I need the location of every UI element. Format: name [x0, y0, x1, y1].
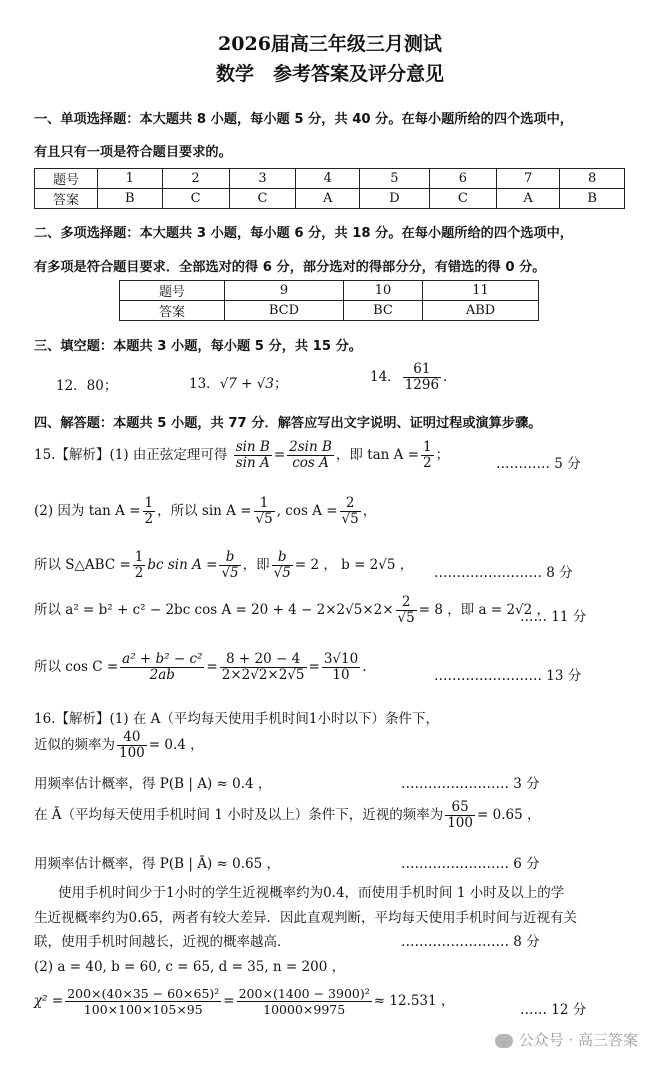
table-cell: D: [359, 189, 429, 209]
section2-heading-line2: 有多项是符合题目要求．全部选对的得 6 分，部分选对的得部分分，有错选的得 0 分。: [34, 260, 546, 275]
q15-line3: 所以 S△ABC = $\frac{1}{2}$ bc sin A = $\frac{b}{√5}$ ，即 $\frac{b}{√5}$ = 2 ， b = 2√5 ，: [34, 549, 414, 581]
q15-line5: 所以 cos C = $\frac{\text{a² + b² − c²}}{2ab}$ = $\frac{8 + 20 - 4}{2\times 2√2\times 2√5}$ = $\frac{3√10}{10}$ .: [34, 651, 367, 683]
table-cell: 3: [229, 169, 296, 189]
table-header-cell: 答案: [35, 189, 98, 209]
answer-13: 13．√7 + √3；: [189, 376, 288, 392]
q16-line5: 用频率估计概率，得 P(B | Ā) ≈ 0.65 ，: [34, 856, 280, 872]
q16-paragraph-line3: 联，使用手机时间越长，近视的概率越高．: [34, 934, 291, 950]
table-cell: 11: [423, 281, 539, 301]
section1-heading-line2: 有且只有一项是符合题目要求的。: [34, 145, 232, 160]
table-cell: 4: [296, 169, 360, 189]
table-cell: 9: [225, 281, 344, 301]
table-row: [120, 281, 539, 301]
table-cell: C: [229, 189, 296, 209]
q16-points-8: …………………… 8 分: [401, 934, 540, 950]
q15-points-11: …… 11 分: [520, 609, 587, 625]
q15-line2: (2) 因为 tan A = $\frac{1}{2}$ ，所以 sin A = $\frac{1}{√5}$ , cos A = $\frac{2}{√5}$ ，: [34, 495, 377, 527]
table-cell: 5: [359, 169, 429, 189]
page-subtitle: 数学 参考答案及评分意见: [215, 63, 444, 85]
table-cell: 6: [429, 169, 496, 189]
q15-line1: 15.【解析】(1) 由正弦定理可得 $\frac{\text{sin B}}{\text{sin A}}$ = $\frac{\text{2sin B}}{\text{cos A}}$ ，即 tan A = $\frac{1}{2}$ ；: [34, 439, 450, 471]
table-cell: A: [496, 189, 560, 209]
q16-line4: 在 Ā（平均每天使用手机时间 1 小时及以上）条件下，近视的频率为 $\frac{65}{100}$ = 0.65 ，: [34, 799, 541, 831]
table-row: [35, 189, 625, 209]
answer-14: 14． $\frac{61}{1296}$ ．: [370, 361, 457, 393]
q16-line7: χ² = $\frac{\text{200×(40×35 − 60×65)²}}{100\times 100\times 105\times 95}$ = $\frac{\text{200×(1400 − 3900)²}}{10000\times 9975}$ ≈ 12.531 ，: [34, 986, 455, 1017]
table-cell: C: [429, 189, 496, 209]
q16-line3: 用频率估计概率，得 P(B | A) ≈ 0.4 ，: [34, 776, 272, 792]
section2-answer-table: [119, 280, 539, 321]
table-cell: C: [162, 189, 229, 209]
section1-answer-table: [34, 168, 625, 209]
section2-heading-line1: 二、多项选择题：本大题共 3 小题，每小题 6 分，共 18 分。在每小题所给的四个选项中，: [34, 226, 573, 241]
wechat-icon: [495, 1034, 513, 1048]
table-header-cell: 题号: [120, 281, 225, 301]
q16-points-6: …………………… 6 分: [401, 856, 540, 872]
answer-12: 12．80；: [56, 378, 118, 394]
table-cell: 8: [560, 169, 625, 189]
table-header-cell: 答案: [120, 301, 225, 321]
q16-line1: 16.【解析】(1) 在 A（平均每天使用手机时间1小时以下）条件下，: [34, 711, 440, 727]
watermark: 公众号 · 高三答案: [495, 1029, 638, 1050]
section1-heading-line1: 一、单项选择题：本大题共 8 小题，每小题 5 分，共 40 分。在每小题所给的四个选项中，: [34, 112, 573, 127]
q16-paragraph-line1: 使用手机时间少于1小时的学生近视概率约为0.4，而使用手机时间 1 小时及以上的学: [58, 885, 565, 901]
table-cell: 10: [343, 281, 422, 301]
table-cell: 1: [98, 169, 163, 189]
q16-line6: (2) a = 40, b = 60, c = 65, d = 35, n = 200 ，: [34, 959, 346, 975]
table-cell: 7: [496, 169, 560, 189]
table-header-cell: 题号: [35, 169, 98, 189]
table-row: [35, 169, 625, 189]
table-cell: B: [560, 189, 625, 209]
page-title: 2026届高三年级三月测试: [218, 33, 442, 55]
q16-points-12: …… 12 分: [520, 1002, 587, 1018]
q15-points-13: …………………… 13 分: [434, 668, 582, 684]
q16-points-3: …………………… 3 分: [401, 776, 540, 792]
section4-heading: 四、解答题：本题共 5 小题，共 77 分．解答应写出文字说明、证明过程或演算步骤。: [34, 416, 542, 431]
q15-points-8: …………………… 8 分: [434, 565, 573, 581]
table-cell: ABD: [423, 301, 539, 321]
q16-line2: 近似的频率为 $\frac{40}{100}$ = 0.4 ，: [34, 729, 204, 761]
table-cell: 2: [162, 169, 229, 189]
table-cell: B: [98, 189, 163, 209]
table-row: [120, 301, 539, 321]
table-cell: BC: [343, 301, 422, 321]
q15-points-5: ………… 5 分: [496, 456, 581, 472]
table-cell: A: [296, 189, 360, 209]
table-cell: BCD: [225, 301, 344, 321]
q16-paragraph-line2: 生近视概率约为0.65，两者有较大差异．因此直观判断，平均每天使用手机时间与近视有关: [34, 910, 578, 926]
section3-heading: 三、填空题：本题共 3 小题，每小题 5 分，共 15 分。: [34, 339, 362, 354]
q15-line4: 所以 a² = b² + c² − 2bc cos A = 20 + 4 − 2×2√5×2× $\frac{2}{√5}$ = 8 ，即 a = 2√2 ，: [34, 594, 551, 626]
